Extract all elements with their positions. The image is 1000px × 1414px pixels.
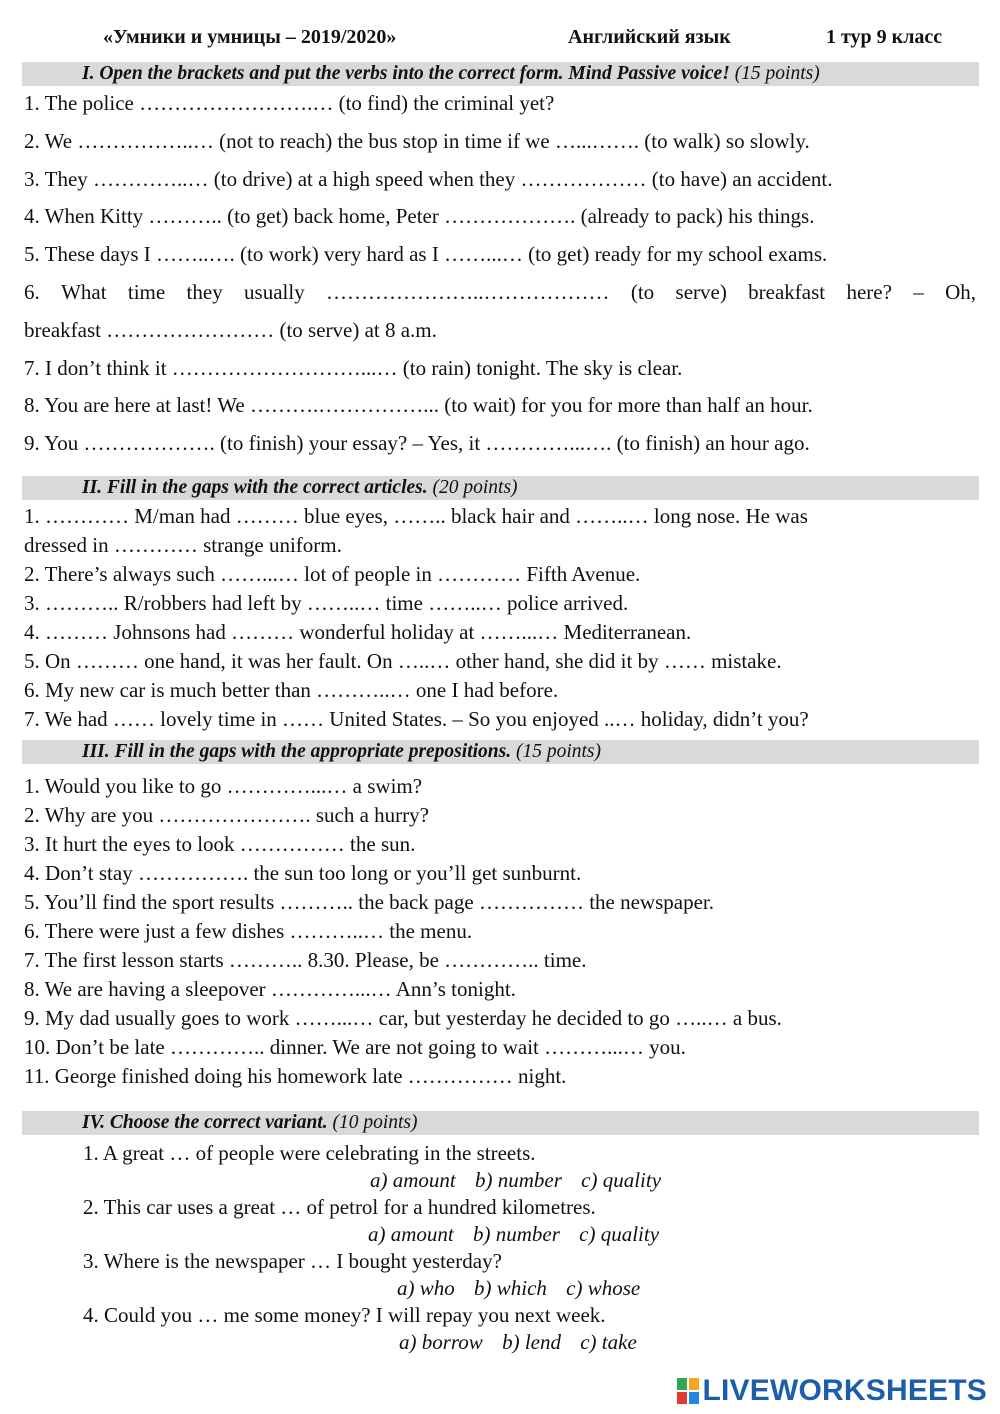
exercise-line: 6. There were just a few dishes ………..… the menu.	[24, 919, 473, 943]
choice-options	[83, 1275, 963, 1302]
liveworksheets-logo[interactable]	[677, 1374, 988, 1408]
exercise-word: time	[127, 279, 166, 304]
section3-heading	[22, 740, 979, 764]
exercise-word: Oh,	[945, 279, 976, 304]
exercise-line: 2. There’s always such ……...… lot of people in ………… Fifth Avenue.	[24, 562, 641, 586]
exercise-line: 4. When Kitty ……….. (to get) back home, Peter ………………. (already to pack) his things.	[24, 204, 815, 229]
section1-exercises	[24, 90, 976, 468]
choice-options	[83, 1329, 963, 1356]
choice-option: c) quality	[579, 1222, 660, 1246]
exercise-line: 2. Why are you …………………. such a hurry?	[24, 803, 429, 827]
exercise-line: 9. My dad usually goes to work ……...… car, but yesterday he decided to go …..… a bus.	[24, 1006, 782, 1030]
exercise-line: 7. The first lesson starts ……….. 8.30. Please, be ………….. time.	[24, 948, 587, 972]
choice-option: b) number	[473, 1222, 560, 1246]
exercise-line: 8. You are here at last! We ……….……………... (to wait) for you for more than half an hour.	[24, 393, 813, 418]
choice-option: a) borrow	[399, 1330, 483, 1354]
choice-option: a) amount	[368, 1222, 454, 1246]
exercise-line: 3. ……….. R/robbers had left by ……..… time ……..… police arrived.	[24, 591, 629, 615]
exercise-word: –	[913, 279, 924, 304]
exercise-word: they	[186, 279, 223, 304]
exercise-line: 3. It hurt the eyes to look …………… the sun.	[24, 832, 416, 856]
round-label: 1 тур 9 класс	[826, 26, 943, 48]
choice-option: a) who	[397, 1276, 455, 1300]
choice-option: c) quality	[581, 1168, 662, 1192]
exercise-line: 10. Don’t be late ………….. dinner. We are not going to wait ………...… you.	[24, 1035, 686, 1059]
choice-options	[83, 1167, 963, 1194]
exercise-line: 11. George finished doing his homework late …………… night.	[24, 1064, 567, 1088]
section2-exercises	[24, 502, 976, 734]
exercise-word: serve)	[675, 279, 727, 304]
exercise-line-text: 6.	[24, 279, 40, 304]
section2-points: (20 points)	[432, 477, 518, 498]
section4-title: IV. Choose the correct variant.	[82, 1112, 328, 1133]
exercise-line: 5. These days I ……..…. (to work) very hard as I ……...… (to get) ready for my school exams.	[24, 242, 828, 267]
exercise-line: 1. ………… M/man had ……… blue eyes, …….. black hair and ……..… long nose. He was	[24, 504, 808, 528]
choice-option: c) whose	[566, 1276, 641, 1300]
section1-heading	[22, 62, 979, 86]
section2-heading	[22, 476, 979, 500]
section4-points: (10 points)	[332, 1112, 418, 1133]
choice-options	[83, 1221, 963, 1248]
exercise-line: 4. Don’t stay ……………. the sun too long or you’ll get sunburnt.	[24, 861, 582, 885]
section4-heading	[22, 1111, 979, 1135]
exercise-line: 6. My new car is much better than ………..… one I had before.	[24, 678, 559, 702]
exercise-line: 2. We ……………..… (not to reach) the bus stop in time if we …...……. (to walk) so slowly.	[24, 128, 810, 153]
choice-question: 4. Could you … me some money? I will repay you next week.	[83, 1303, 606, 1327]
choice-option: c) take	[580, 1330, 637, 1354]
exercise-line: 3. They …………..… (to drive) at a high speed when they ……………… (to have) an accident.	[24, 166, 833, 191]
exercise-word: …………………..………………	[326, 279, 610, 304]
section1-title: I. Open the brackets and put the verbs into the correct form. Mind Passive voice!	[82, 63, 730, 84]
exercise-line-justified	[24, 279, 976, 317]
contest-title: «Умники и умницы – 2019/2020»	[103, 26, 397, 48]
exercise-line: 7. We had …… lovely time in …… United States. – So you enjoyed ..… holiday, didn’t you?	[24, 707, 809, 731]
choice-option: a) amount	[370, 1168, 456, 1192]
page-header	[0, 26, 1000, 52]
exercise-line: 1. The police …………………….… (to find) the criminal yet?	[24, 91, 555, 115]
exercise-word: here?	[846, 279, 892, 304]
exercise-word: breakfast	[748, 279, 826, 304]
section3-title: III. Fill in the gaps with the appropriate prepositions.	[82, 741, 512, 762]
exercise-line: 4. ……… Johnsons had ……… wonderful holiday at ……...… Mediterranean.	[24, 620, 692, 644]
exercise-word: (to	[630, 279, 655, 304]
liveworksheets-logo-icon	[677, 1378, 699, 1404]
exercise-line: 1. Would you like to go …………...… a swim?	[24, 774, 423, 798]
section1-points: (15 points)	[734, 63, 820, 84]
exercise-word: What	[61, 279, 107, 304]
exercise-line: 5. You’ll find the sport results ……….. the back page …………… the newspaper.	[24, 890, 714, 914]
choice-question: 3. Where is the newspaper … I bought yesterday?	[83, 1249, 502, 1273]
exercise-line: dressed in ………… strange uniform.	[24, 533, 342, 557]
exercise-line: 8. We are having a sleepover …………...… Ann’s tonight.	[24, 977, 516, 1001]
choice-option: b) number	[475, 1168, 562, 1192]
choice-question: 1. A great … of people were celebrating in the streets.	[83, 1141, 536, 1165]
exercise-line: 9. You ………………. (to finish) your essay? – Yes, it …………...…. (to finish) an hour ago.	[24, 431, 810, 456]
choice-option: b) lend	[502, 1330, 561, 1354]
exercise-line: breakfast …………………… (to serve) at 8 a.m.	[24, 317, 437, 342]
section4-exercises	[83, 1140, 963, 1356]
section2-title: II. Fill in the gaps with the correct articles.	[82, 477, 428, 498]
choice-option: b) which	[474, 1276, 547, 1300]
section3-points: (15 points)	[515, 741, 602, 762]
subject-title: Английский язык	[568, 26, 731, 48]
exercise-word: usually	[244, 279, 305, 304]
section3-exercises	[24, 772, 976, 1091]
choice-question: 2. This car uses a great … of petrol for a hundred kilometres.	[83, 1195, 596, 1219]
liveworksheets-logo-text: LIVEWORKSHEETS	[702, 1374, 987, 1407]
exercise-line: 5. On ……… one hand, it was her fault. On …..… other hand, she did it by …… mistake.	[24, 649, 782, 673]
exercise-line: 7. I don’t think it ………………………...… (to rain) tonight. The sky is clear.	[24, 355, 683, 380]
